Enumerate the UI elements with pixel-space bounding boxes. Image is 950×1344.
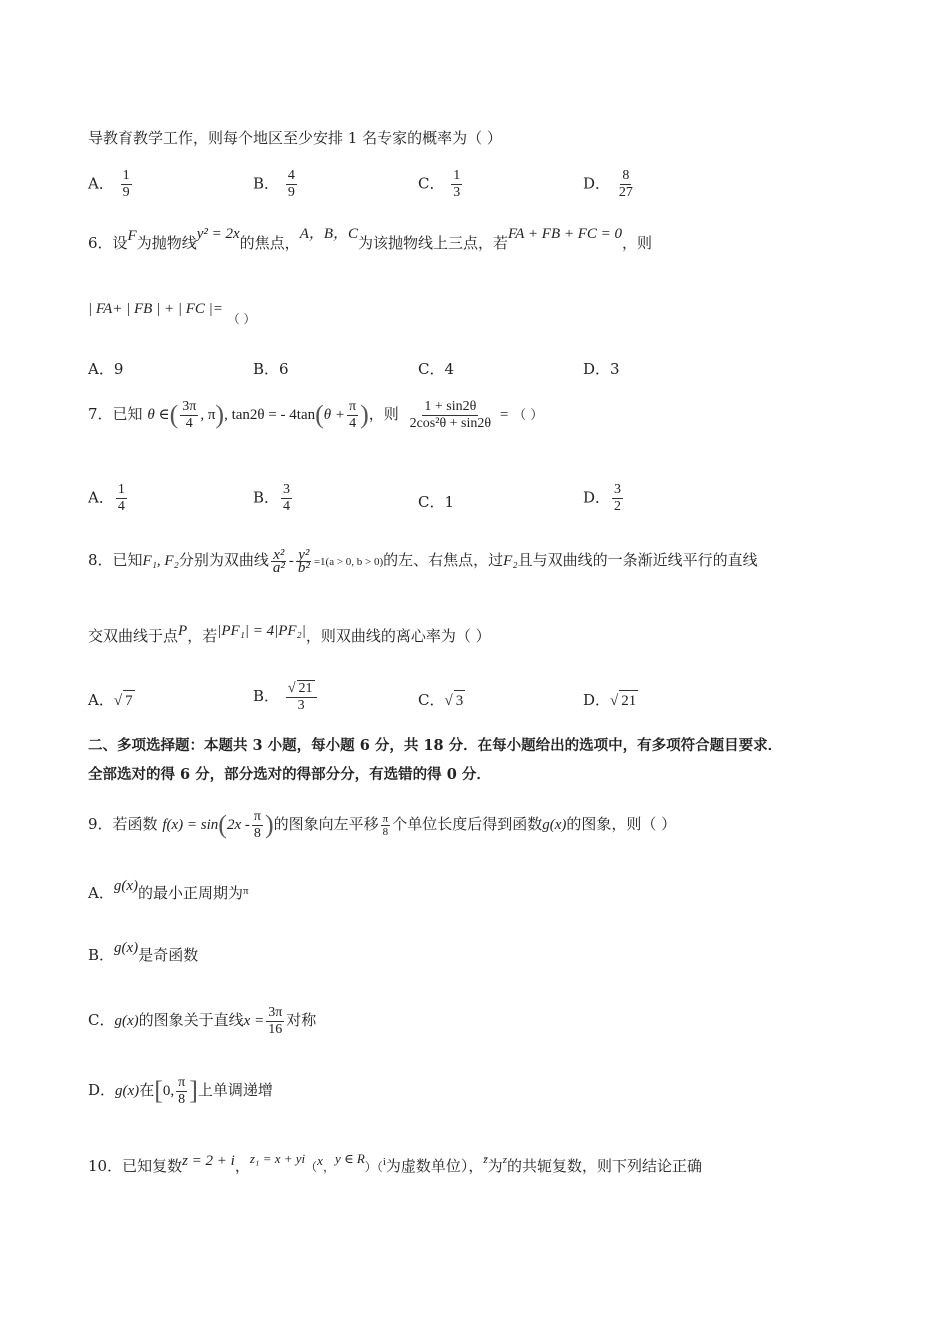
q9-option-c: C．g(x)的图象关于直线x = $\frac{3\pi}{16}$ 对称: [88, 1004, 317, 1037]
q5-text: 导教育教学工作，则每个地区至少安排 1 名专家的概率为（ ）: [88, 129, 502, 147]
q7-option-c: C．1: [418, 493, 455, 511]
q5-option-c: C． $\frac{1}{3}$: [418, 168, 461, 200]
q9-option-d: D．g(x)在[0, $\frac{\pi}{8}$ ]上单调递增: [88, 1074, 273, 1107]
q8-option-b: B． $\frac{√ 21}{3}$: [253, 680, 319, 714]
q6-option-c: C．4: [418, 360, 455, 378]
q6-line2: | FA+ | FB | + | FC |= $_{( )}$: [88, 301, 256, 326]
q7-option-a: A． $\frac{1}{4}$: [88, 482, 125, 514]
q8-option-a: A．√ 7: [88, 691, 133, 709]
q8-option-c: C．√ 3: [418, 691, 464, 709]
q6-option-d: D．3: [583, 360, 620, 378]
q8-line2: 交双曲线于点P，若|PF₁| = 4|PF₂|，则双曲线的离心率为（ ）: [88, 623, 491, 645]
q6-stem: 6．设F为抛物线y² = 2x的焦点，A，B，C为该抛物线上三点，若FA + FB + FC = 0，则: [88, 226, 653, 252]
section2-line2: 全部选对的得 6 分，部分选对的得部分分，有选错的得 0 分．: [88, 766, 491, 783]
q7-stem: 7．已知 θ ∈( $\frac{3\pi}{4}$ , π), tan2θ = - 4tan(θ + $\frac{\pi}{4}$ )，则 $\frac{1 + \sin 2\theta}{\text{2cos²θ + sin2θ}}$ = （ ）: [88, 398, 544, 431]
q8-stem: 8．已知F₁, F₂分别为双曲线 $\frac{\text{x²}}{\text{a²}}$ - $\frac{\text{y²}}{\text{b²}}$ =1(a > 0, b > 0)的左、右焦点，过F₂且与双曲线的一条渐近线平行的直线: [88, 546, 758, 576]
section2-line1: 二、多项选择题：本题共 3 小题，每小题 6 分，共 18 分．在每小题给出的选项中，有多项符合题目要求．: [88, 737, 783, 754]
q9-option-a: A．g(x)的最小正周期为$^\pi$: [88, 878, 249, 902]
q7-option-b: B． $\frac{3}{4}$: [253, 482, 291, 514]
q9-option-b: B．g(x)是奇函数: [88, 940, 199, 964]
q5-option-b: B． $\frac{4}{9}$: [253, 168, 295, 200]
q7-option-d: D． $\frac{3}{2}$: [583, 482, 622, 514]
q5-option-d: D． $\frac{8}{27}$: [583, 168, 633, 200]
q5-option-a: A． $\frac{1}{9}$: [88, 168, 130, 200]
q10-stem: 10．已知复数z = 2 + i，z₁ = x + yi（x，y ∈ R）（$^i$为虚数单位），$^{z̄}$为$^z$的共轭复数，则下列结论正确: [88, 1151, 702, 1175]
q8-option-d: D．√ 21: [583, 691, 637, 709]
q9-stem: 9．若函数 f(x) = sin(2x - $\frac{\pi}{8}$ )的图象向左平移 $\frac{\pi}{8}$ 个单位长度后得到函数g(x)的图象，则（ ）: [88, 808, 677, 841]
q6-option-b: B．6: [253, 360, 289, 378]
q6-option-a: A．9: [88, 360, 124, 378]
